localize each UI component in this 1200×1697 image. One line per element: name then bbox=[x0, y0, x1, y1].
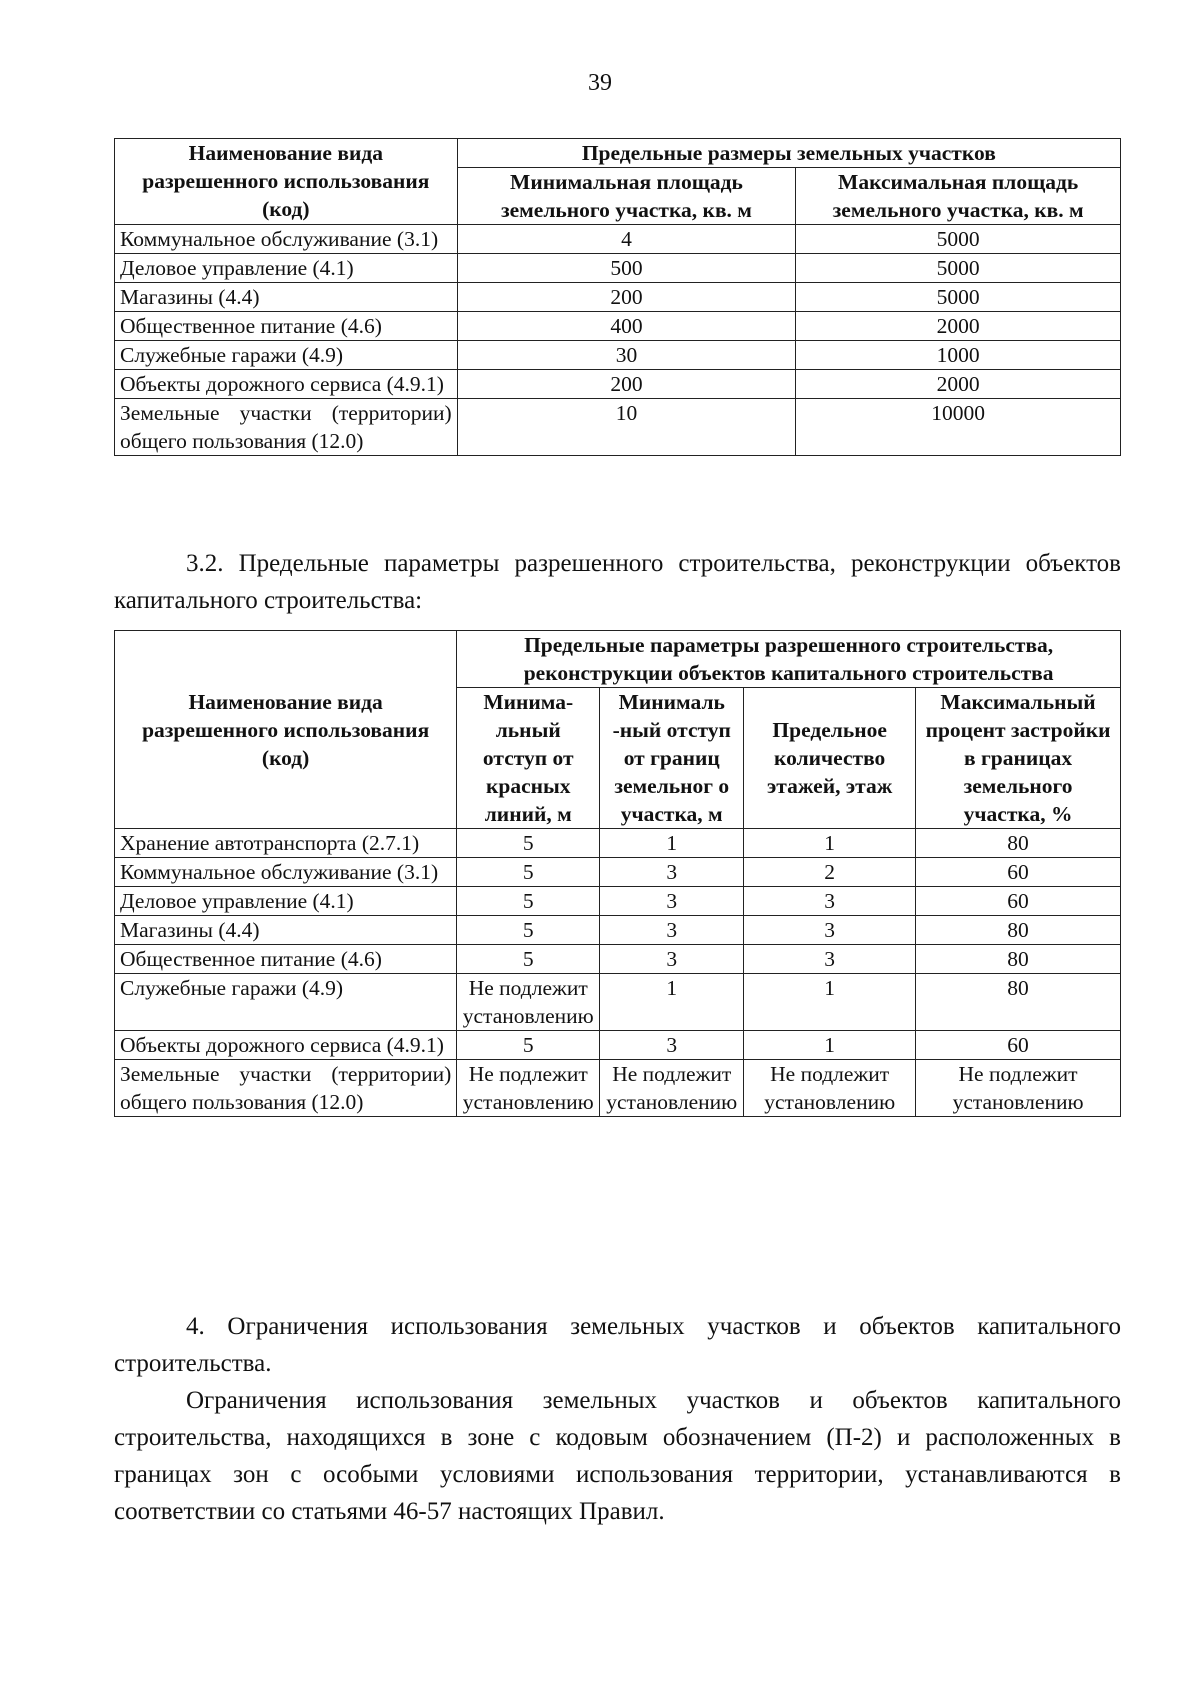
row-border-setback: 1 bbox=[600, 974, 744, 1031]
building-parameters-table bbox=[114, 630, 1121, 1117]
row-name: Хранение автотранспорта (2.7.1) bbox=[115, 829, 457, 858]
plot-size-table bbox=[114, 138, 1121, 456]
row-floors: 3 bbox=[744, 887, 916, 916]
row-name: Служебные гаражи (4.9) bbox=[115, 974, 457, 1031]
table-row bbox=[115, 312, 1121, 341]
row-floors: 3 bbox=[744, 916, 916, 945]
section-3-2-heading: 3.2. Предельные параметры разрешенного строительства, реконструкции объектов капитального строительства: bbox=[114, 550, 1121, 614]
table2-header-border-setback: Минималь -ный отступ от границ земельног о участка, м bbox=[600, 688, 744, 829]
row-border-setback: 1 bbox=[600, 829, 744, 858]
row-max-area: 2000 bbox=[796, 370, 1121, 399]
row-coverage: 80 bbox=[916, 945, 1121, 974]
row-red-line-setback: 5 bbox=[457, 945, 600, 974]
table2-header-floors: Предельное количество этажей, этаж bbox=[744, 688, 916, 829]
row-coverage: 60 bbox=[916, 887, 1121, 916]
section-4-paragraph: Ограничения использования земельных участков и объектов капитального строительства, находящихся в зоне с кодовым обозначением (П-2) и расположенных в границах зон с особыми условиями использования территории, устанавливаются в соответствии со статьями 46-57 настоящих Правил. bbox=[114, 1387, 1121, 1525]
table2-header-red-line-setback: Минима-льный отступ от красных линий, м bbox=[457, 688, 600, 829]
table1-header-min: Минимальная площадь земельного участка, кв. м bbox=[457, 168, 796, 225]
row-floors: Не подлежит установлению bbox=[744, 1060, 916, 1117]
page-number: 39 bbox=[588, 70, 612, 96]
table-row bbox=[115, 829, 1121, 858]
row-name: Служебные гаражи (4.9) bbox=[115, 341, 458, 370]
table2-header-name: Наименование вида разрешенного использования (код) bbox=[115, 631, 457, 829]
row-name: Земельные участки (территории) общего пользования (12.0) bbox=[115, 399, 458, 456]
table-row bbox=[115, 341, 1121, 370]
table2-header-coverage: Максимальный процент застройки в границах земельного участка, % bbox=[916, 688, 1121, 829]
table-row bbox=[115, 945, 1121, 974]
row-coverage: 80 bbox=[916, 829, 1121, 858]
row-floors: 3 bbox=[744, 945, 916, 974]
row-coverage: 60 bbox=[916, 1031, 1121, 1060]
table-row bbox=[115, 283, 1121, 312]
row-red-line-setback: 5 bbox=[457, 887, 600, 916]
row-name: Коммунальное обслуживание (3.1) bbox=[115, 225, 458, 254]
row-max-area: 5000 bbox=[796, 254, 1121, 283]
row-floors: 1 bbox=[744, 829, 916, 858]
table1-header-name: Наименование вида разрешенного использования (код) bbox=[115, 139, 458, 225]
table-row bbox=[115, 399, 1121, 456]
row-floors: 1 bbox=[744, 974, 916, 1031]
row-name: Коммунальное обслуживание (3.1) bbox=[115, 858, 457, 887]
row-min-area: 400 bbox=[457, 312, 796, 341]
row-name: Земельные участки (территории) общего пользования (12.0) bbox=[115, 1060, 457, 1117]
table-row bbox=[115, 370, 1121, 399]
row-floors: 2 bbox=[744, 858, 916, 887]
row-max-area: 10000 bbox=[796, 399, 1121, 456]
row-name: Деловое управление (4.1) bbox=[115, 887, 457, 916]
table-row bbox=[115, 1060, 1121, 1117]
row-min-area: 200 bbox=[457, 283, 796, 312]
table-row bbox=[115, 254, 1121, 283]
table1-header-max: Максимальная площадь земельного участка, кв. м bbox=[796, 168, 1121, 225]
row-border-setback: 3 bbox=[600, 1031, 744, 1060]
row-name: Общественное питание (4.6) bbox=[115, 945, 457, 974]
row-border-setback: 3 bbox=[600, 945, 744, 974]
row-red-line-setback: 5 bbox=[457, 1031, 600, 1060]
row-min-area: 500 bbox=[457, 254, 796, 283]
row-coverage: 60 bbox=[916, 858, 1121, 887]
row-name: Объекты дорожного сервиса (4.9.1) bbox=[115, 370, 458, 399]
row-border-setback: 3 bbox=[600, 858, 744, 887]
row-border-setback: 3 bbox=[600, 916, 744, 945]
table-row bbox=[115, 887, 1121, 916]
table-row bbox=[115, 974, 1121, 1031]
row-max-area: 1000 bbox=[796, 341, 1121, 370]
table-row bbox=[115, 916, 1121, 945]
row-name: Объекты дорожного сервиса (4.9.1) bbox=[115, 1031, 457, 1060]
row-red-line-setback: 5 bbox=[457, 916, 600, 945]
table-row bbox=[115, 858, 1121, 887]
row-border-setback: Не подлежит установлению bbox=[600, 1060, 744, 1117]
row-border-setback: 3 bbox=[600, 887, 744, 916]
row-max-area: 5000 bbox=[796, 283, 1121, 312]
row-min-area: 30 bbox=[457, 341, 796, 370]
section-4-heading: 4. Ограничения использования земельных участков и объектов капитального строительства. bbox=[114, 1313, 1121, 1377]
row-coverage: 80 bbox=[916, 974, 1121, 1031]
row-name: Общественное питание (4.6) bbox=[115, 312, 458, 341]
row-max-area: 5000 bbox=[796, 225, 1121, 254]
row-coverage: 80 bbox=[916, 916, 1121, 945]
row-name: Магазины (4.4) bbox=[115, 916, 457, 945]
row-coverage: Не подлежит установлению bbox=[916, 1060, 1121, 1117]
row-red-line-setback: 5 bbox=[457, 858, 600, 887]
row-min-area: 4 bbox=[457, 225, 796, 254]
row-name: Магазины (4.4) bbox=[115, 283, 458, 312]
table2-header-group: Предельные параметры разрешенного строительства, реконструкции объектов капитального строительства bbox=[457, 631, 1121, 688]
row-max-area: 2000 bbox=[796, 312, 1121, 341]
row-red-line-setback: Не подлежит установлению bbox=[457, 974, 600, 1031]
row-min-area: 10 bbox=[457, 399, 796, 456]
table-row bbox=[115, 1031, 1121, 1060]
table-row bbox=[115, 225, 1121, 254]
row-min-area: 200 bbox=[457, 370, 796, 399]
row-red-line-setback: 5 bbox=[457, 829, 600, 858]
table1-header-group: Предельные размеры земельных участков bbox=[457, 139, 1120, 168]
row-floors: 1 bbox=[744, 1031, 916, 1060]
row-name: Деловое управление (4.1) bbox=[115, 254, 458, 283]
row-red-line-setback: Не подлежит установлению bbox=[457, 1060, 600, 1117]
